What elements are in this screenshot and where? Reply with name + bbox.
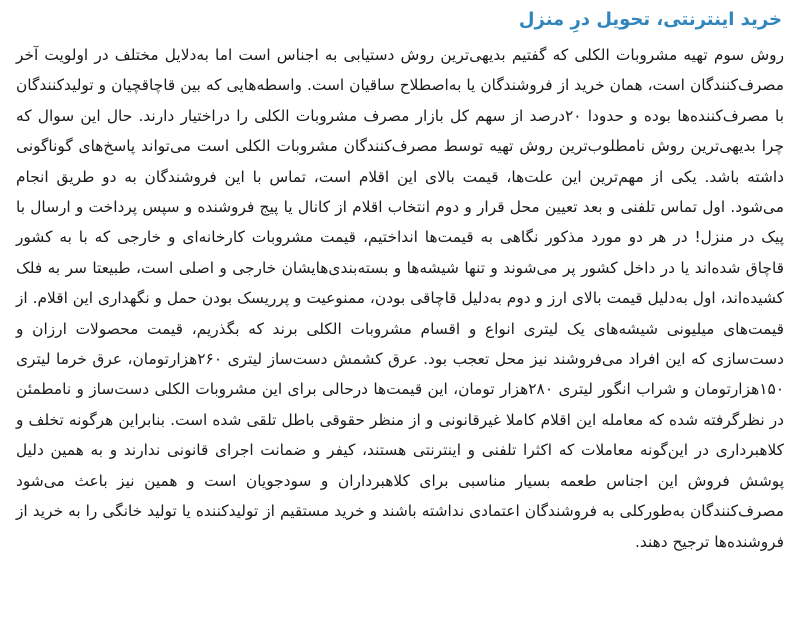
article-body-paragraph: روش سوم تهیه مشروبات الکلی که گفتیم بدیهی‌ترین روش دستیابی به اجناس است اما به‌دلایل مختلف در اولویت آخر مصرف‌کنندگان است، همان خرید از فروشندگان یا به‌اصطلاح ساقیان است. واسطه‌هایی که بین قاچاقچیان و تولیدکنندگان با مصرف‌کننده‌ها بوده و حدودا ۲۰درصد از سهم کل بازار مصرف مشروبات الکلی را دراختیار دارند. حال این سوال که چرا بدیهی‌ترین روش نامطلوب‌ترین روش تهیه توسط مصرف‌کنندگان مشروبات الکلی است می‌تواند پاسخ‌های گوناگونی داشته باشد. یکی از مهم‌ترین این علت‌ها، قیمت بالای این اقلام است، تماس با این فروشندگان به دو طریق انجام می‌شود. اول تماس تلفنی و بعد تعیین محل قرار و دوم انتخاب اقلام از کانال یا پیج فروشنده و سپس پرداخت و ارسال با پیک در منزل! در هر دو مورد مذکور نگاهی به قیمت‌ها انداختیم، قیمت مشروبات کارخانه‌ای و خارجی که با به کشور قاچاق شده‌اند یا در داخل کشور پر می‌شوند و تنها شیشه‌ها و بسته‌بندی‌هایشان خارجی و اصلی است، طبیعتا سر به فلک کشیده‌اند، اول به‌دلیل قیمت بالای ارز و دوم به‌دلیل قاچاقی بودن، ممنوعیت و پرریسک بودن حمل و نگهداری این اقلام. از قیمت‌های میلیونی شیشه‌های یک لیتری انواع و اقسام مشروبات الکلی برند که بگذریم، قیمت محصولات ارزان و دست‌سازی که این افراد می‌فروشند نیز محل تعجب بود. عرق کشمش دست‌ساز لیتری ۲۶۰هزارتومان، عرق خرما لیتری ۱۵۰هزارتومان و شراب انگور لیتری ۲۸۰هزار تومان، این قیمت‌ها درحالی برای این مشروبات الکلی دست‌ساز و نامطمئن در نظرگرفته شده که معامله این اقلام کاملا غیرقانونی و از منظر حقوقی باطل تلقی شده است. بنابراین هرگونه تخلف و کلاهبرداری در این‌گونه معاملات که اکثرا تلفنی و اینترنتی هستند، کیفر و ضمانت اجرای قانونی ندارند و به همین دلیل پوشش فروش این اجناس طعمه بسیار مناسبی برای کلاهبرداران و سودجویان است و همین نیز باعث می‌شود مصرف‌کنندگان به‌طورکلی به فروشندگان اعتمادی نداشته باشند و خرید مستقیم از تولیدکننده یا تولید خانگی را به خرید از فروشنده‌ها ترجیح دهند.: [16, 46, 785, 551]
article-heading: خرید اینترنتی، تحویل درِ منزل: [518, 9, 782, 30]
article: [16, 6, 784, 557]
